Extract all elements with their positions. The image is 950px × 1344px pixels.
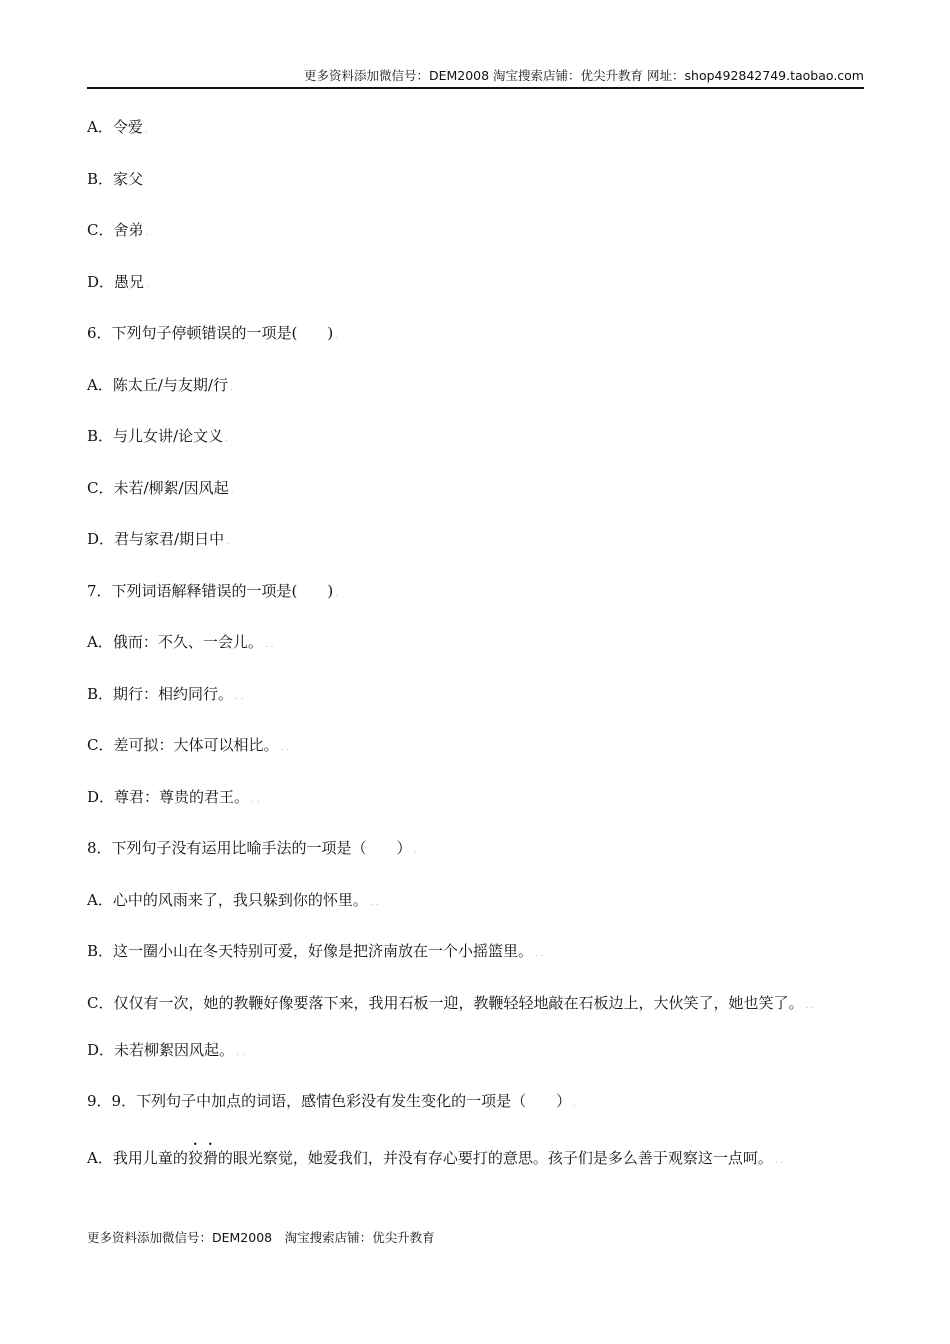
- line-text: 7．下列词语解释错误的一项是( ): [87, 581, 334, 600]
- option-8a: A．心中的风雨来了，我只躲到你的怀里。 . .: [87, 890, 379, 909]
- page-header: 更多资料添加微信号：DEM2008 淘宝搜索店铺：优尖升教育 网址：shop492842749.taobao.com: [87, 66, 864, 89]
- line-text: C．未若/柳絮/因风起: [87, 478, 229, 497]
- line-text: A．陈太丘/与友期/行: [87, 375, 228, 394]
- question-9: 9．9．下列句子中加点的词语，感情色彩没有发生变化的一项是（ ） .: [87, 1092, 576, 1110]
- line-text: B．期行：相约同行。: [87, 684, 234, 703]
- option-8d: D．未若柳絮因风起。 . .: [87, 1040, 245, 1059]
- option-7d: D．尊君：尊贵的君王。 . .: [87, 787, 260, 806]
- option-6a: A．陈太丘/与友期/行 .: [87, 375, 233, 394]
- option-7c: C．差可拟：大体可以相比。 . .: [87, 736, 290, 754]
- page-footer: 更多资料添加微信号：DEM2008 淘宝搜索店铺：优尖升教育: [87, 1230, 435, 1245]
- line-text: A．我用儿童的: [87, 1148, 188, 1167]
- line-text: D．君与家君/期日中: [87, 530, 225, 548]
- line-text: B．家父: [87, 169, 144, 188]
- option-5b: [87, 166, 857, 218]
- option-6b: B．与儿女讲/论文义 .: [87, 427, 228, 445]
- option-8b: B．这一圈小山在冬天特别可爱，好像是把济南放在一个小摇篮里。 . .: [87, 942, 544, 960]
- line-text: A．令爱: [87, 118, 143, 136]
- line-text: B．这一圈小山在冬天特别可爱，好像是把济南放在一个小摇篮里。: [87, 942, 534, 960]
- line-text: 9．9．下列句子中加点的词语，感情色彩没有发生变化的一项是（ ）: [87, 1092, 572, 1110]
- line-text: 6．下列句子停顿错误的一项是( ): [87, 324, 334, 342]
- line-text: A．心中的风雨来了，我只躲到你的怀里。: [87, 890, 368, 909]
- line-text: B．与儿女讲/论文义: [87, 427, 224, 445]
- option-7b: B．期行：相约同行。 . .: [87, 684, 244, 703]
- option-5c: C．舍弟 .: [87, 221, 149, 239]
- line-text: D．愚兄: [87, 272, 145, 291]
- option-5d: D．愚兄 .: [87, 272, 149, 291]
- option-8c: C．仅仅有一次，她的教鞭好像要落下来，我用石板一迎，教鞭轻轻地敲在石板边上，大伙笑了，她也笑了。 . .: [87, 993, 815, 1012]
- question-7: 7．下列词语解释错误的一项是( ) .: [87, 581, 339, 600]
- line-text: D．未若柳絮因风起。: [87, 1040, 235, 1059]
- line-text: C．差可拟：大体可以相比。: [87, 736, 279, 754]
- option-6d: D．君与家君/期日中 .: [87, 530, 229, 548]
- option-5a: A．令爱 .: [87, 118, 148, 136]
- dotted-word: 狡猾: [187, 1148, 218, 1167]
- line-text: 8．下列句子没有运用比喻手法的一项是（ ）: [87, 839, 412, 857]
- line-text: C．仅仅有一次，她的教鞭好像要落下来，我用石板一迎，教鞭轻轻地敲在石板边上，大伙笑了，她也笑了。: [87, 993, 804, 1012]
- question-8: 8．下列句子没有运用比喻手法的一项是（ ） .: [87, 839, 417, 857]
- line-text: D．尊君：尊贵的君王。: [87, 787, 250, 806]
- document-body: [87, 114, 857, 1191]
- option-6c: C．未若/柳絮/因风起 .: [87, 478, 234, 497]
- line-text: C．舍弟: [87, 221, 144, 239]
- line-text: A．俄而：不久、一会儿。: [87, 633, 263, 651]
- option-9a: A．我用儿童的狡猾的眼光察觉，她爱我们，并没有存心要打的意思。孩子们是多么善于观察这一点呵。 . .: [87, 1148, 784, 1167]
- line-text: 的眼光察觉，她爱我们，并没有存心要打的意思。孩子们是多么善于观察这一点呵。: [217, 1148, 773, 1167]
- option-7a: A．俄而：不久、一会儿。 . .: [87, 633, 274, 651]
- question-6: 6．下列句子停顿错误的一项是( ) .: [87, 324, 339, 342]
